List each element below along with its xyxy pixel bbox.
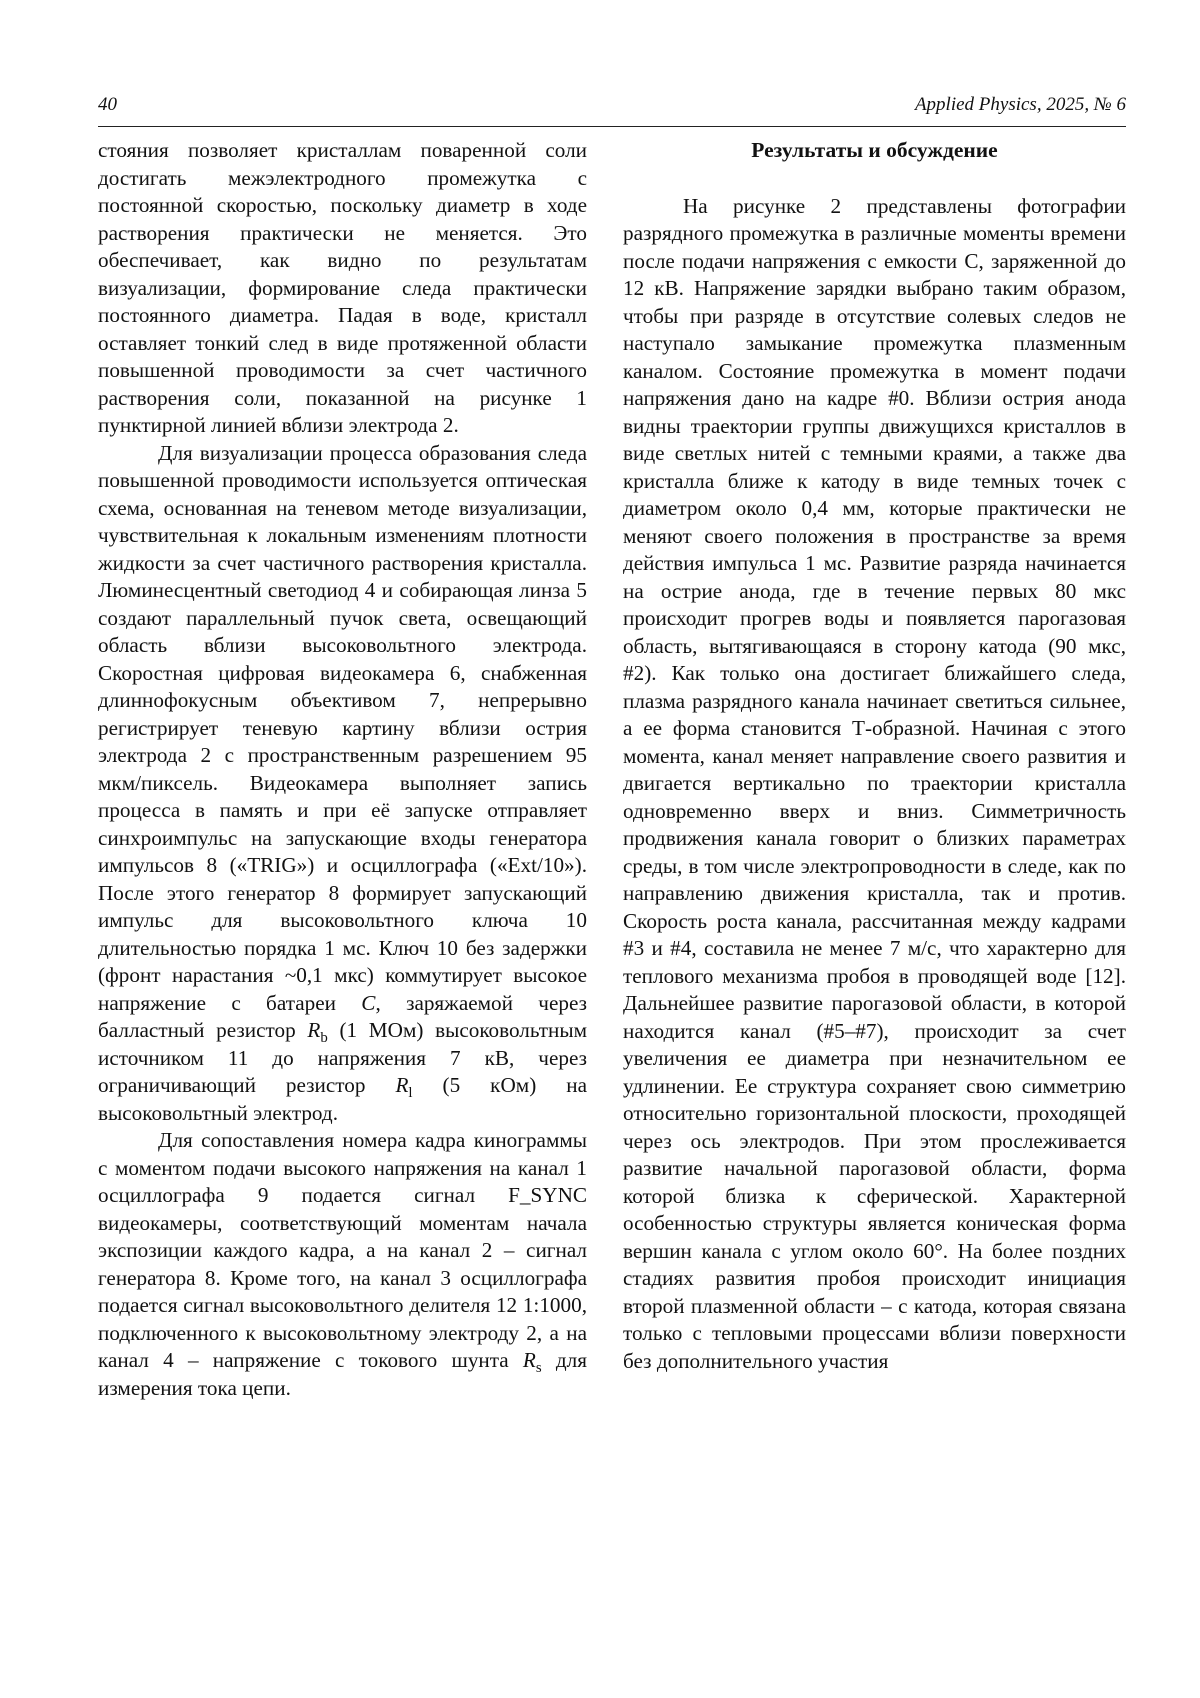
p3-text-a: Для сопоставления номера кадра кинограммы с моментом подачи высокого напряжения на канал 1 осциллографа 9 подается сигнал F_SYNC видеокамеры, соответствующий моментам начала экспозиции каждого кадра, а на канал 2 – сигнал генератора 8. Кроме того, на канал 3 осциллографа подается сигнал высоковольтного делителя 12 1:1000, подключенного к высоковольтному электроду 2, а на канал 4 – напряжение с токового шунта [98,1128,587,1372]
resistor-symbol-rl: R [395,1073,409,1097]
p2-text-b: , заряжаемой через балластный резистор [98,990,587,1042]
journal-title: Applied Physics, 2025, № 6 [914,94,1126,115]
left-paragraph-1: стояния позволяет кристаллам поваренной соли достигать межэлектродного промежутка с постоянной скоростью, поскольку диаметр в ходе растворения практически не меняется. Это обеспечивает, как видно по результатам визуализации, формирование следа практически постоянного диаметра. Падая в воде, кристалл оставляет тонкий след в виде протяженной области повышенной проводимости за счет частичного растворения соли, показанной на рисунке 1 пунктирной линией вблизи электрода 2. [98,138,587,437]
page-number: 40 [98,94,117,115]
resistor-subscript-s: s [535,1360,542,1377]
left-column [98,137,587,1402]
p2-text-a: Для визуализации процесса образования следа повышенной проводимости используется оптическая схема, основанная на теневом методе визуализации, чувствительная к локальным изменениям плотности жидкости за счет частичного растворения кристалла. Люминесцентный светодиод 4 и собирающая линза 5 создают параллельный пучок света, освещающий область вблизи высоковольтного электрода. Скоростная цифровая видеокамера 6, снабженная длиннофокусным объективом 7, непрерывно регистрирует теневую картину вблизи острия электрода 2 с пространственным разрешением 95 мкм/пиксель. Видеокамера выполняет запись процесса в память и при её запуске отправляет синхроимпульс на запускающие входы генератора импульсов 8 («TRIG») и осциллографа («Ext/10»). После этого генератор 8 формирует запускающий импульс для высоковольтного ключа 10 длительностью порядка 1 мс. Ключ 10 без задержки (фронт нарастания ~0,1 мкс) коммутирует высокое напряжение с батареи [98,440,587,1015]
resistor-symbol-rb: R [307,1018,321,1042]
resistor-subscript-b: b [320,1030,328,1047]
p2-text-d: (5 кОм) на высоковольтный электрод. [98,1073,587,1125]
section-title: Результаты и обсуждение [751,138,998,162]
capacitor-symbol: C [361,990,376,1015]
p2-text-c: (1 МОм) высоковольтным источником 11 до напряжения 7 кВ, через ограничивающий резистор [98,1018,587,1097]
left-paragraph-3 [98,1127,587,1402]
resistor-subscript-l: l [408,1085,413,1102]
p3-text-b: для измерения тока цепи. [98,1348,587,1400]
resistor-symbol-rs: R [522,1348,536,1372]
page-header [98,92,1126,127]
left-paragraph-2 [98,440,587,1128]
right-paragraph-1: На рисунке 2 представлены фотографии разрядного промежутка в различные моменты времени после подачи напряжения с емкости С, заряженной до 12 кВ. Напряжение зарядки выбрано таким образом, чтобы при разряде в отсутствие солевых следов не наступало замыкание промежутка плазменным каналом. Состояние промежутка в момент подачи напряжения дано на кадре #0. Вблизи острия анода видны траектории группы движущихся кристаллов в виде светлых нитей с темными краями, а также два кристалла ближе к катоду в виде темных точек с диаметром около 0,4 мм, которые практически не меняют своего положения в пространстве за время действия импульса 1 мс. Развитие разряда начинается на острие анода, где в течение первых 80 мкс происходит прогрев воды и появляется парогазовая область, вытягивающаяся в сторону катода (90 мкс, #2). Как только она достигает ближайшего следа, плазма разрядного канала начинает светиться сильнее, а ее форма становится Т-образной. Начиная с этого момента, канал меняет направление своего развития и двигается вертикально по траектории кристалла одновременно вверх и вниз. Симметричность продвижения канала говорит о близких параметрах среды, в том числе электропроводности в следе, как по направлению движения кристалла, так и против. Скорость роста канала, рассчитанная между кадрами #3 и #4, составила не менее 7 м/с, что характерно для теплового механизма пробоя в проводящей воде [12]. Дальнейшее развитие парогазовой области, в которой находится канал (#5–#7), происходит за счет увеличения ее диаметра при незначительном ее удлинении. Ее структура сохраняет свою симметрию относительно горизонтальной плоскости, проходящей через ось электродов. При этом прослеживается развитие начальной парогазовой области, форма которой близка к сферической. Характерной особенностью структуры является коническая форма вершин канала с углом около 60°. На более поздних стадиях развития пробоя происходит инициация второй плазменной области – с катода, которая связана только с тепловыми процессами вблизи поверхности без дополнительного участия [623,193,1126,1373]
right-column [623,137,1126,1375]
